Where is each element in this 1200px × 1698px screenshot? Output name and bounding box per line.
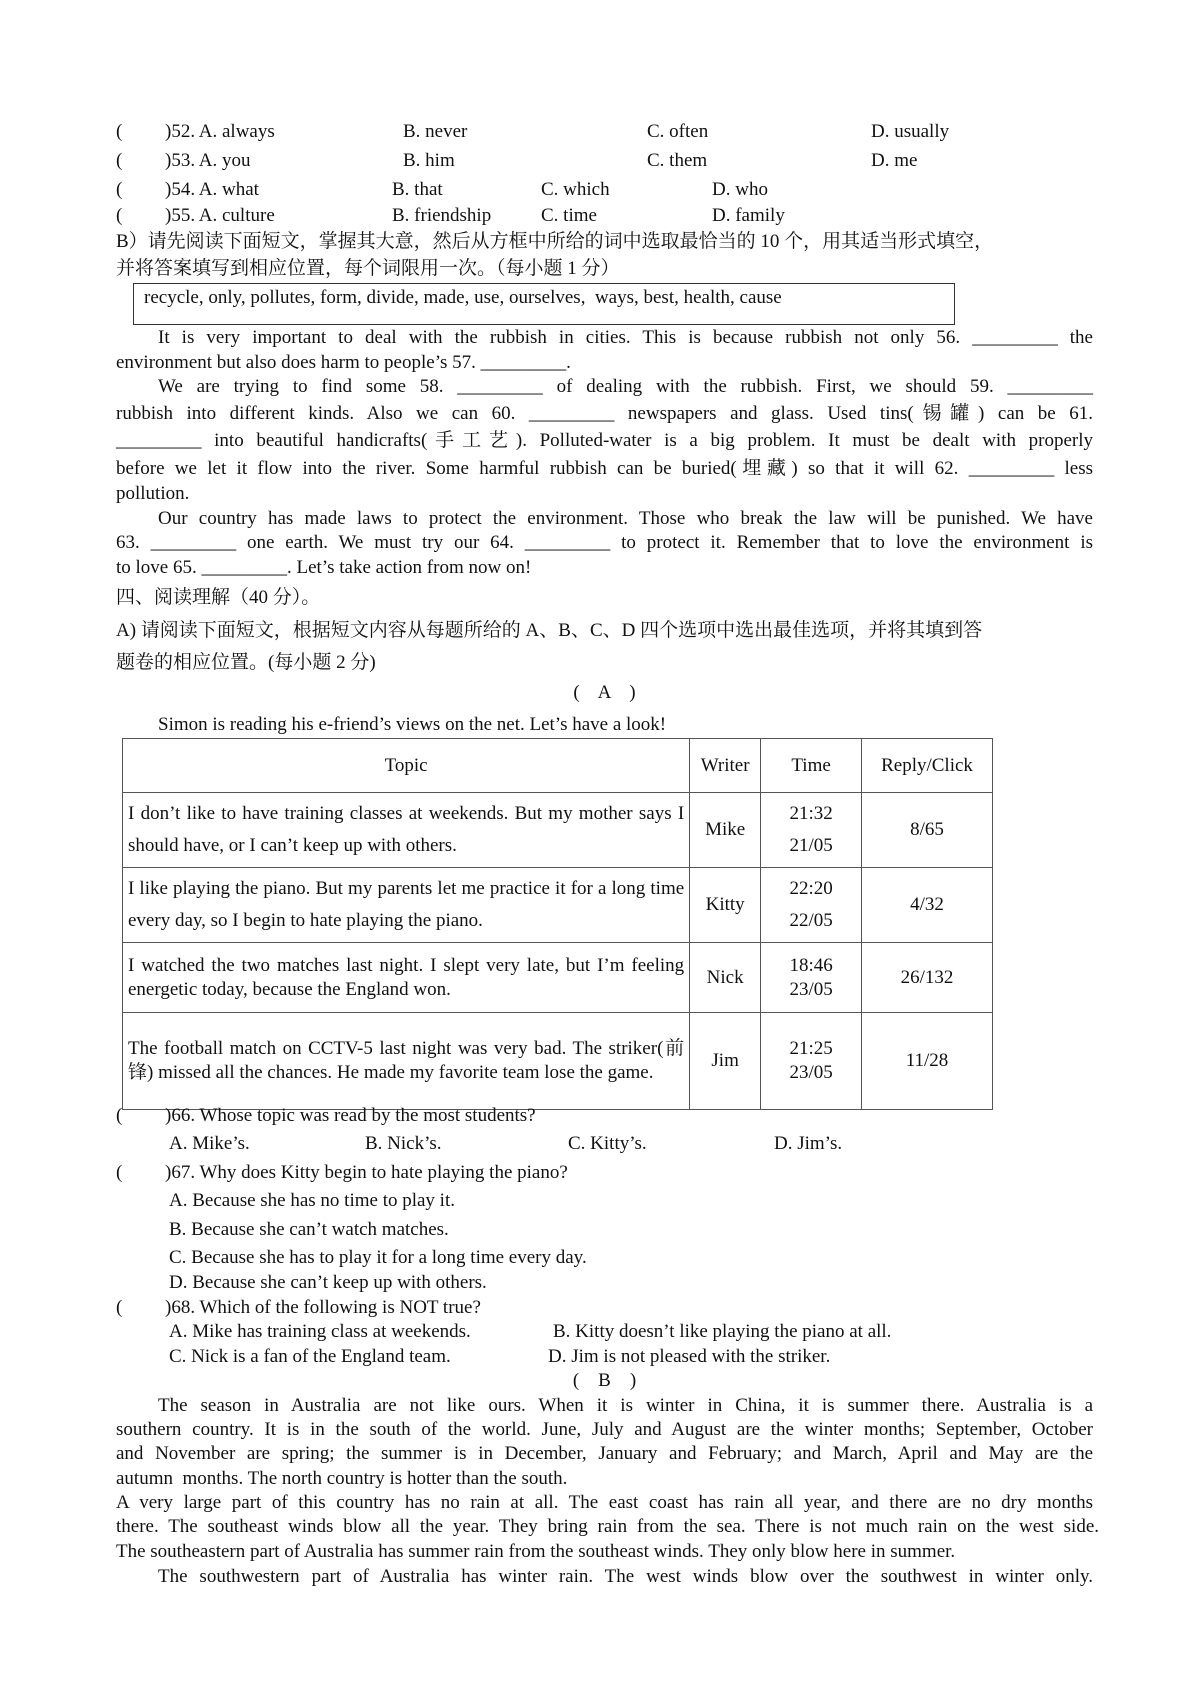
passage-line: pollution.	[116, 483, 190, 504]
q55-option-d: D. family	[712, 205, 785, 226]
q66-option-d: D. Jim’s.	[774, 1133, 843, 1154]
q66-question: )66. Whose topic was read by the most students?	[165, 1105, 536, 1126]
time-cell	[761, 943, 862, 1013]
writer-cell: Nick	[690, 943, 761, 1013]
q55-option-b: B. friendship	[392, 205, 492, 226]
q55-option-a: )55. A. culture	[165, 205, 275, 226]
q52-option-a: )52. A. always	[165, 121, 275, 142]
passage-line: We are trying to find some 58. _________ of dealing with the rubbish. First, we should 59. _________	[158, 376, 1093, 397]
answer-paren: (	[116, 179, 123, 200]
passage-line: Our country has made laws to protect the environment. Those who break the law will be punished. We have	[158, 508, 1093, 529]
table-row	[123, 1013, 993, 1110]
q67-question: )67. Why does Kitty begin to hate playing the piano?	[165, 1162, 568, 1183]
writer-cell: Jim	[690, 1013, 761, 1110]
q53-option-c: C. them	[647, 150, 708, 171]
passage-line: environment but also does harm to people’s 57. _________.	[116, 352, 571, 373]
time: 18:46	[789, 954, 833, 976]
q54-option-b: B. that	[392, 179, 443, 200]
q55-option-c: C. time	[541, 205, 597, 226]
passage-line: before we let it flow into the river. Some harmful rubbish can be buried(埋藏) so that it will 62. _________ less	[116, 458, 1093, 479]
passage-b-line: A very large part of this country has no rain at all. The east coast has rain all year, and there are no dry months	[116, 1492, 1093, 1513]
answer-paren: (	[116, 121, 123, 142]
passage-b-line: there. The southeast winds blow all the year. They bring rain from the sea. There is not much rain on the west side.	[116, 1516, 1099, 1537]
header-topic: Topic	[123, 739, 690, 793]
date: 23/05	[789, 1062, 833, 1083]
topic-cell: I like playing the piano. But my parents let me practice it for a long time every day, so I begin to hate playing the piano.	[123, 868, 690, 943]
q52-option-b: B. never	[403, 121, 468, 142]
q68-question: )68. Which of the following is NOT true?	[165, 1297, 481, 1318]
q67-option-c: C. Because she has to play it for a long time every day.	[169, 1247, 587, 1268]
time: 21:32	[789, 803, 833, 824]
passage-b-line: autumn months. The north country is hotter than the south.	[116, 1468, 568, 1489]
q54-option-c: C. which	[541, 179, 610, 200]
section-instructions: 题卷的相应位置。(每小题 2 分)	[116, 652, 376, 673]
passage-label-b: ( B )	[572, 1370, 637, 1391]
q68-option-c: C. Nick is a fan of the England team.	[169, 1346, 451, 1367]
table-row	[123, 793, 993, 868]
passage-line: It is very important to deal with the rubbish in cities. This is because rubbish not only 56. _________ the	[158, 327, 1093, 348]
passage-b-line: and November are spring; the summer is in December, January and February; and March, April and May are the	[116, 1443, 1093, 1464]
q68-option-b: B. Kitty doesn’t like playing the piano at all.	[553, 1321, 892, 1342]
time-cell	[761, 793, 862, 868]
date: 21/05	[789, 835, 833, 856]
passage-line: 63. _________ one earth. We must try our 64. _________ to protect it. Remember that to love the environment is	[116, 532, 1093, 553]
topic-cell: I watched the two matches last night. I slept very late, but I’m feeling energetic today, because the England won.	[123, 943, 690, 1013]
passage-b-line: The southwestern part of Australia has winter rain. The west winds blow over the southwest in winter only.	[158, 1566, 1093, 1587]
q54-option-d: D. who	[712, 179, 768, 200]
table-row	[123, 868, 993, 943]
passage-line: to love 65. _________. Let’s take action from now on!	[116, 557, 532, 578]
topic-cell: The football match on CCTV-5 last night was very bad. The striker(前锋) missed all the chances. He made my favorite team lose the game.	[123, 1013, 690, 1110]
q67-option-b: B. Because she can’t watch matches.	[169, 1219, 449, 1240]
passage-line: _________ into beautiful handicrafts(手工艺). Polluted-water is a big problem. It must be dealt with properly	[116, 430, 1093, 451]
passage-b-line: southern country. It is in the south of the world. June, July and August are the winter months; September, October	[116, 1419, 1093, 1440]
answer-paren: (	[116, 205, 123, 226]
section-title: 四、阅读理解（40 分）。	[116, 587, 321, 608]
table-row	[123, 943, 993, 1013]
q66-option-b: B. Nick’s.	[365, 1133, 442, 1154]
q67-option-d: D. Because she can’t keep up with others.	[169, 1272, 487, 1293]
header-writer: Writer	[690, 739, 761, 793]
word-box	[133, 283, 955, 325]
passage-line: rubbish into different kinds. Also we can 60. _________ newspapers and glass. Used tins(锡罐) can be 61.	[116, 403, 1093, 424]
reply-click-cell: 26/132	[862, 943, 993, 1013]
forum-table	[122, 738, 993, 1110]
table-header-row	[123, 739, 993, 793]
header-reply-click: Reply/Click	[862, 739, 993, 793]
reply-click-cell: 4/32	[862, 868, 993, 943]
writer-cell: Mike	[690, 793, 761, 868]
part-b-instructions: 并将答案填写到相应位置，每个词限用一次。（每小题 1 分）	[116, 258, 620, 279]
section-instructions: A) 请阅读下面短文，根据短文内容从每题所给的 A、B、C、D 四个选项中选出最佳选项，并将其填到答	[116, 620, 983, 641]
part-b-instructions: B）请先阅读下面短文，掌握其大意，然后从方框中所给的词中选取最恰当的 10 个，用其适当形式填空，	[116, 231, 994, 252]
q66-option-c: C. Kitty’s.	[568, 1133, 647, 1154]
q68-option-d: D. Jim is not pleased with the striker.	[548, 1346, 831, 1367]
reply-click-cell: 11/28	[862, 1013, 993, 1110]
date: 22/05	[789, 910, 833, 931]
q53-option-d: D. me	[871, 150, 918, 171]
date: 23/05	[789, 978, 833, 1000]
q53-option-a: )53. A. you	[165, 150, 251, 171]
time: 21:25	[789, 1038, 833, 1059]
q53-option-b: B. him	[403, 150, 455, 171]
topic-cell: I don’t like to have training classes at weekends. But my mother says I should have, or I can’t keep up with others.	[123, 793, 690, 868]
q52-option-d: D. usually	[871, 121, 950, 142]
q66-option-a: A. Mike’s.	[169, 1133, 250, 1154]
header-time: Time	[761, 739, 862, 793]
time-cell	[761, 1013, 862, 1110]
answer-paren: (	[116, 1105, 123, 1126]
answer-paren: (	[116, 1297, 123, 1318]
answer-paren: (	[116, 1162, 123, 1183]
passage-b-line: The southeastern part of Australia has summer rain from the southeast winds. They only blow here in summer.	[116, 1541, 956, 1562]
time: 22:20	[789, 878, 833, 899]
reply-click-cell: 8/65	[862, 793, 993, 868]
answer-paren: (	[116, 150, 123, 171]
passage-b-line: The season in Australia are not like ours. When it is winter in China, it is summer there. Australia is a	[158, 1395, 1093, 1416]
q52-option-c: C. often	[647, 121, 709, 142]
word-box-text: recycle, only, pollutes, form, divide, made, use, ourselves, ways, best, health, cause	[144, 287, 782, 308]
passage-intro: Simon is reading his e-friend’s views on the net. Let’s have a look!	[158, 714, 667, 735]
time-cell	[761, 868, 862, 943]
q67-option-a: A. Because she has no time to play it.	[169, 1190, 455, 1211]
q54-option-a: )54. A. what	[165, 179, 259, 200]
writer-cell: Kitty	[690, 868, 761, 943]
q68-option-a: A. Mike has training class at weekends.	[169, 1321, 471, 1342]
passage-label-a: ( A )	[573, 682, 636, 703]
